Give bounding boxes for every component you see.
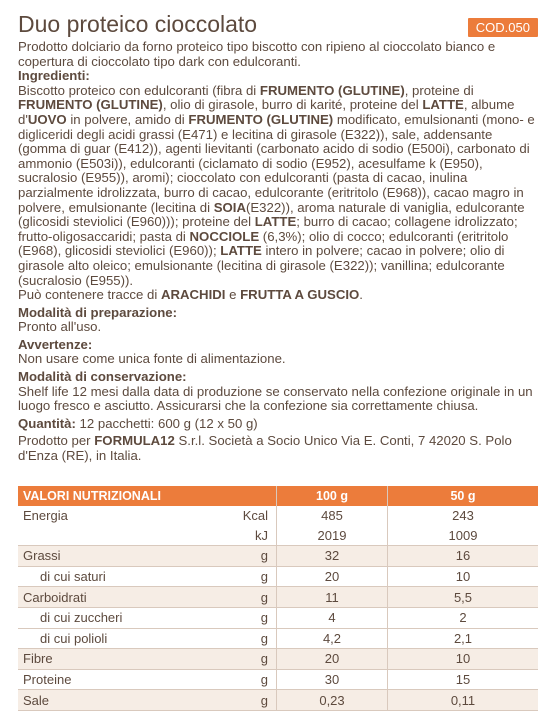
value-100g: 0,23	[277, 690, 388, 711]
ingredients-segment: , olio di girasole, burro di karité, proteine del	[162, 97, 423, 113]
warnings-text: Non usare come unica fonte di alimentazione.	[18, 351, 286, 367]
nutrition-row	[18, 628, 538, 649]
value-100g: 20	[277, 566, 388, 587]
traces-mid: e	[225, 287, 241, 303]
nutrient-unit: g	[228, 669, 277, 690]
value-100g: 2019	[277, 526, 388, 546]
nutrient-name: Fibre	[18, 649, 228, 670]
warnings-heading: Avvertenze:	[18, 336, 93, 352]
nutrient-name: di cui polioli	[18, 628, 228, 649]
nutrition-row	[18, 506, 538, 526]
nutrient-unit: g	[228, 607, 277, 628]
nutrition-row	[18, 690, 538, 711]
value-100g: 4	[277, 607, 388, 628]
nutrition-row	[18, 587, 538, 608]
value-50g: 10	[388, 649, 539, 670]
producer-address: S.r.l. Società a Socio Unico Via E. Conti, 7 42020 S. Polo d'Enza (RE), in Italia.	[18, 433, 512, 464]
ingredients-segment: intero in polvere; cacao in polvere; olio di girasole alto oleico; emulsionante (lecitina di girasole (E322)); vanillina; edulcorante (sucralosio (E955)).	[18, 243, 505, 288]
title-row	[18, 10, 536, 40]
nutrition-header-50g: 50 g	[388, 486, 539, 506]
preparation-heading: Modalità di preparazione:	[18, 304, 178, 320]
ingredients-segment: , albume d'	[18, 97, 515, 127]
nutrient-unit: Kcal	[242, 508, 268, 524]
producer-prefix: Prodotto per	[18, 433, 95, 449]
traces-text	[18, 288, 536, 303]
allergen-term: FRUMENTO (GLUTINE)	[259, 82, 405, 98]
nutrient-unit: g	[228, 628, 277, 649]
nutrient-unit: g	[228, 649, 277, 670]
nutrient-name: di cui zuccheri	[18, 607, 228, 628]
value-100g: 485	[277, 506, 388, 526]
allergen-term: LATTE	[422, 97, 464, 113]
ingredients-text	[18, 84, 536, 288]
nutrition-row	[18, 546, 538, 567]
nutrition-row	[18, 566, 538, 587]
quantity-line	[18, 417, 536, 432]
storage-heading: Modalità di conservazione:	[18, 369, 187, 385]
value-100g: 4,2	[277, 628, 388, 649]
nutrient-name	[18, 526, 228, 546]
ingredients-segment: (E322)), aroma naturale di vaniglia, edulcorante (glicosidi steviolici (E960))); proteine del	[18, 199, 525, 230]
value-50g: 10	[388, 566, 539, 587]
nutrition-row	[18, 526, 538, 546]
nutrient-unit: kJ	[228, 526, 277, 546]
nutrition-table	[18, 486, 538, 711]
value-100g: 32	[277, 546, 388, 567]
allergen-term: FRUMENTO (GLUTINE)	[188, 111, 334, 127]
nutrition-row	[18, 669, 538, 690]
nutrient-name: di cui saturi	[18, 566, 228, 587]
product-title: Duo proteico cioccolato	[18, 11, 258, 37]
value-50g: 0,11	[388, 690, 539, 711]
allergen-term: UOVO	[27, 111, 67, 127]
ingredients-heading: Ingredienti:	[18, 68, 90, 84]
quantity-label: Quantità:	[18, 415, 76, 431]
value-50g: 2	[388, 607, 539, 628]
nutrient-unit: g	[228, 546, 277, 567]
value-100g: 30	[277, 669, 388, 690]
traces-prefix: Può contenere tracce di	[18, 287, 161, 303]
producer-line	[18, 434, 536, 463]
value-50g: 5,5	[388, 587, 539, 608]
storage-text: Shelf life 12 mesi dalla data di produzione se conservato nella confezione originale in un luogo fresco e asciutto. Assicurarsi che la confezione sia correttamente chiusa.	[18, 383, 533, 414]
value-50g: 16	[388, 546, 539, 567]
allergen-term: LATTE	[220, 243, 262, 259]
producer-name: FORMULA12	[94, 433, 175, 449]
value-50g: 15	[388, 669, 539, 690]
nutrition-body	[18, 506, 538, 710]
allergen-term: FRUMENTO (GLUTINE)	[18, 97, 163, 113]
allergen-term: SOIA	[213, 199, 246, 215]
nutrition-row	[18, 607, 538, 628]
nutrient-unit: g	[228, 587, 277, 608]
nutrient-unit: g	[228, 566, 277, 587]
value-100g: 11	[277, 587, 388, 608]
nutrient-name: Sale	[18, 690, 228, 711]
ingredients-segment: in polvere, amido di	[66, 111, 189, 127]
product-description: Prodotto dolciario da forno proteico tipo biscotto con ripieno al cioccolato bianco e copertura di cioccolato tipo dark con edulcoranti.	[18, 39, 496, 69]
ingredients-segment: Biscotto proteico con edulcoranti (fibra di	[18, 82, 260, 98]
quantity-value: 12 pacchetti: 600 g (12 x 50 g)	[75, 415, 258, 431]
nutrient-name: Proteine	[18, 669, 228, 690]
traces-suffix: .	[359, 287, 363, 303]
ingredients-segment: (6,3%); olio di cocco; edulcoranti (eritritolo (E968), glicosidi steviolici (E960));	[18, 228, 509, 259]
nutrition-header-100g: 100 g	[277, 486, 388, 506]
nutrition-row	[18, 649, 538, 670]
value-50g: 1009	[388, 526, 539, 546]
nutrient-name: Grassi	[18, 546, 228, 567]
ingredients-segment: , proteine di	[404, 82, 474, 98]
nutrition-header-label: VALORI NUTRIZIONALI	[18, 486, 277, 506]
allergen-term: LATTE	[254, 214, 297, 230]
allergen-peanuts: ARACHIDI	[160, 287, 226, 303]
value-50g: 2,1	[388, 628, 539, 649]
nutrient-name: Energia	[23, 508, 68, 524]
product-code-badge: COD.050	[468, 18, 538, 37]
value-100g: 20	[277, 649, 388, 670]
ingredients-segment: modificato, emulsionanti (mono- e digliceridi degli acidi grassi (E471) e lecitina di girasole (E322)), sale, addensante (gomma di guar (E412)), agenti lievitanti (carbonato acido di sodio (E500i), carbonato di ammonio (E503i)), edulcoranti (ciclamato di sodio (E952), acesulfame k (E950), sucralosio (E955)), aromi); cioccolato con edulcoranti (pasta di cacao, inulina parzialmente idrolizzata, burro di cacao, edulcorante (eritritolo (E968)), cacao magro in polvere, emulsionante (lecitina di	[18, 111, 535, 215]
allergen-nuts: FRUTTA A GUSCIO	[240, 287, 360, 303]
nutrient-unit: g	[228, 690, 277, 711]
allergen-term: NOCCIOLE	[189, 228, 260, 244]
ingredients-segment: ; burro di cacao; collagene idrolizzato; frutto-oligosaccaridi; pasta di	[18, 214, 518, 244]
preparation-text: Pronto all'uso.	[18, 319, 102, 335]
value-50g: 243	[388, 506, 539, 526]
nutrition-header-row	[18, 486, 538, 506]
nutrient-name: Carboidrati	[18, 587, 228, 608]
